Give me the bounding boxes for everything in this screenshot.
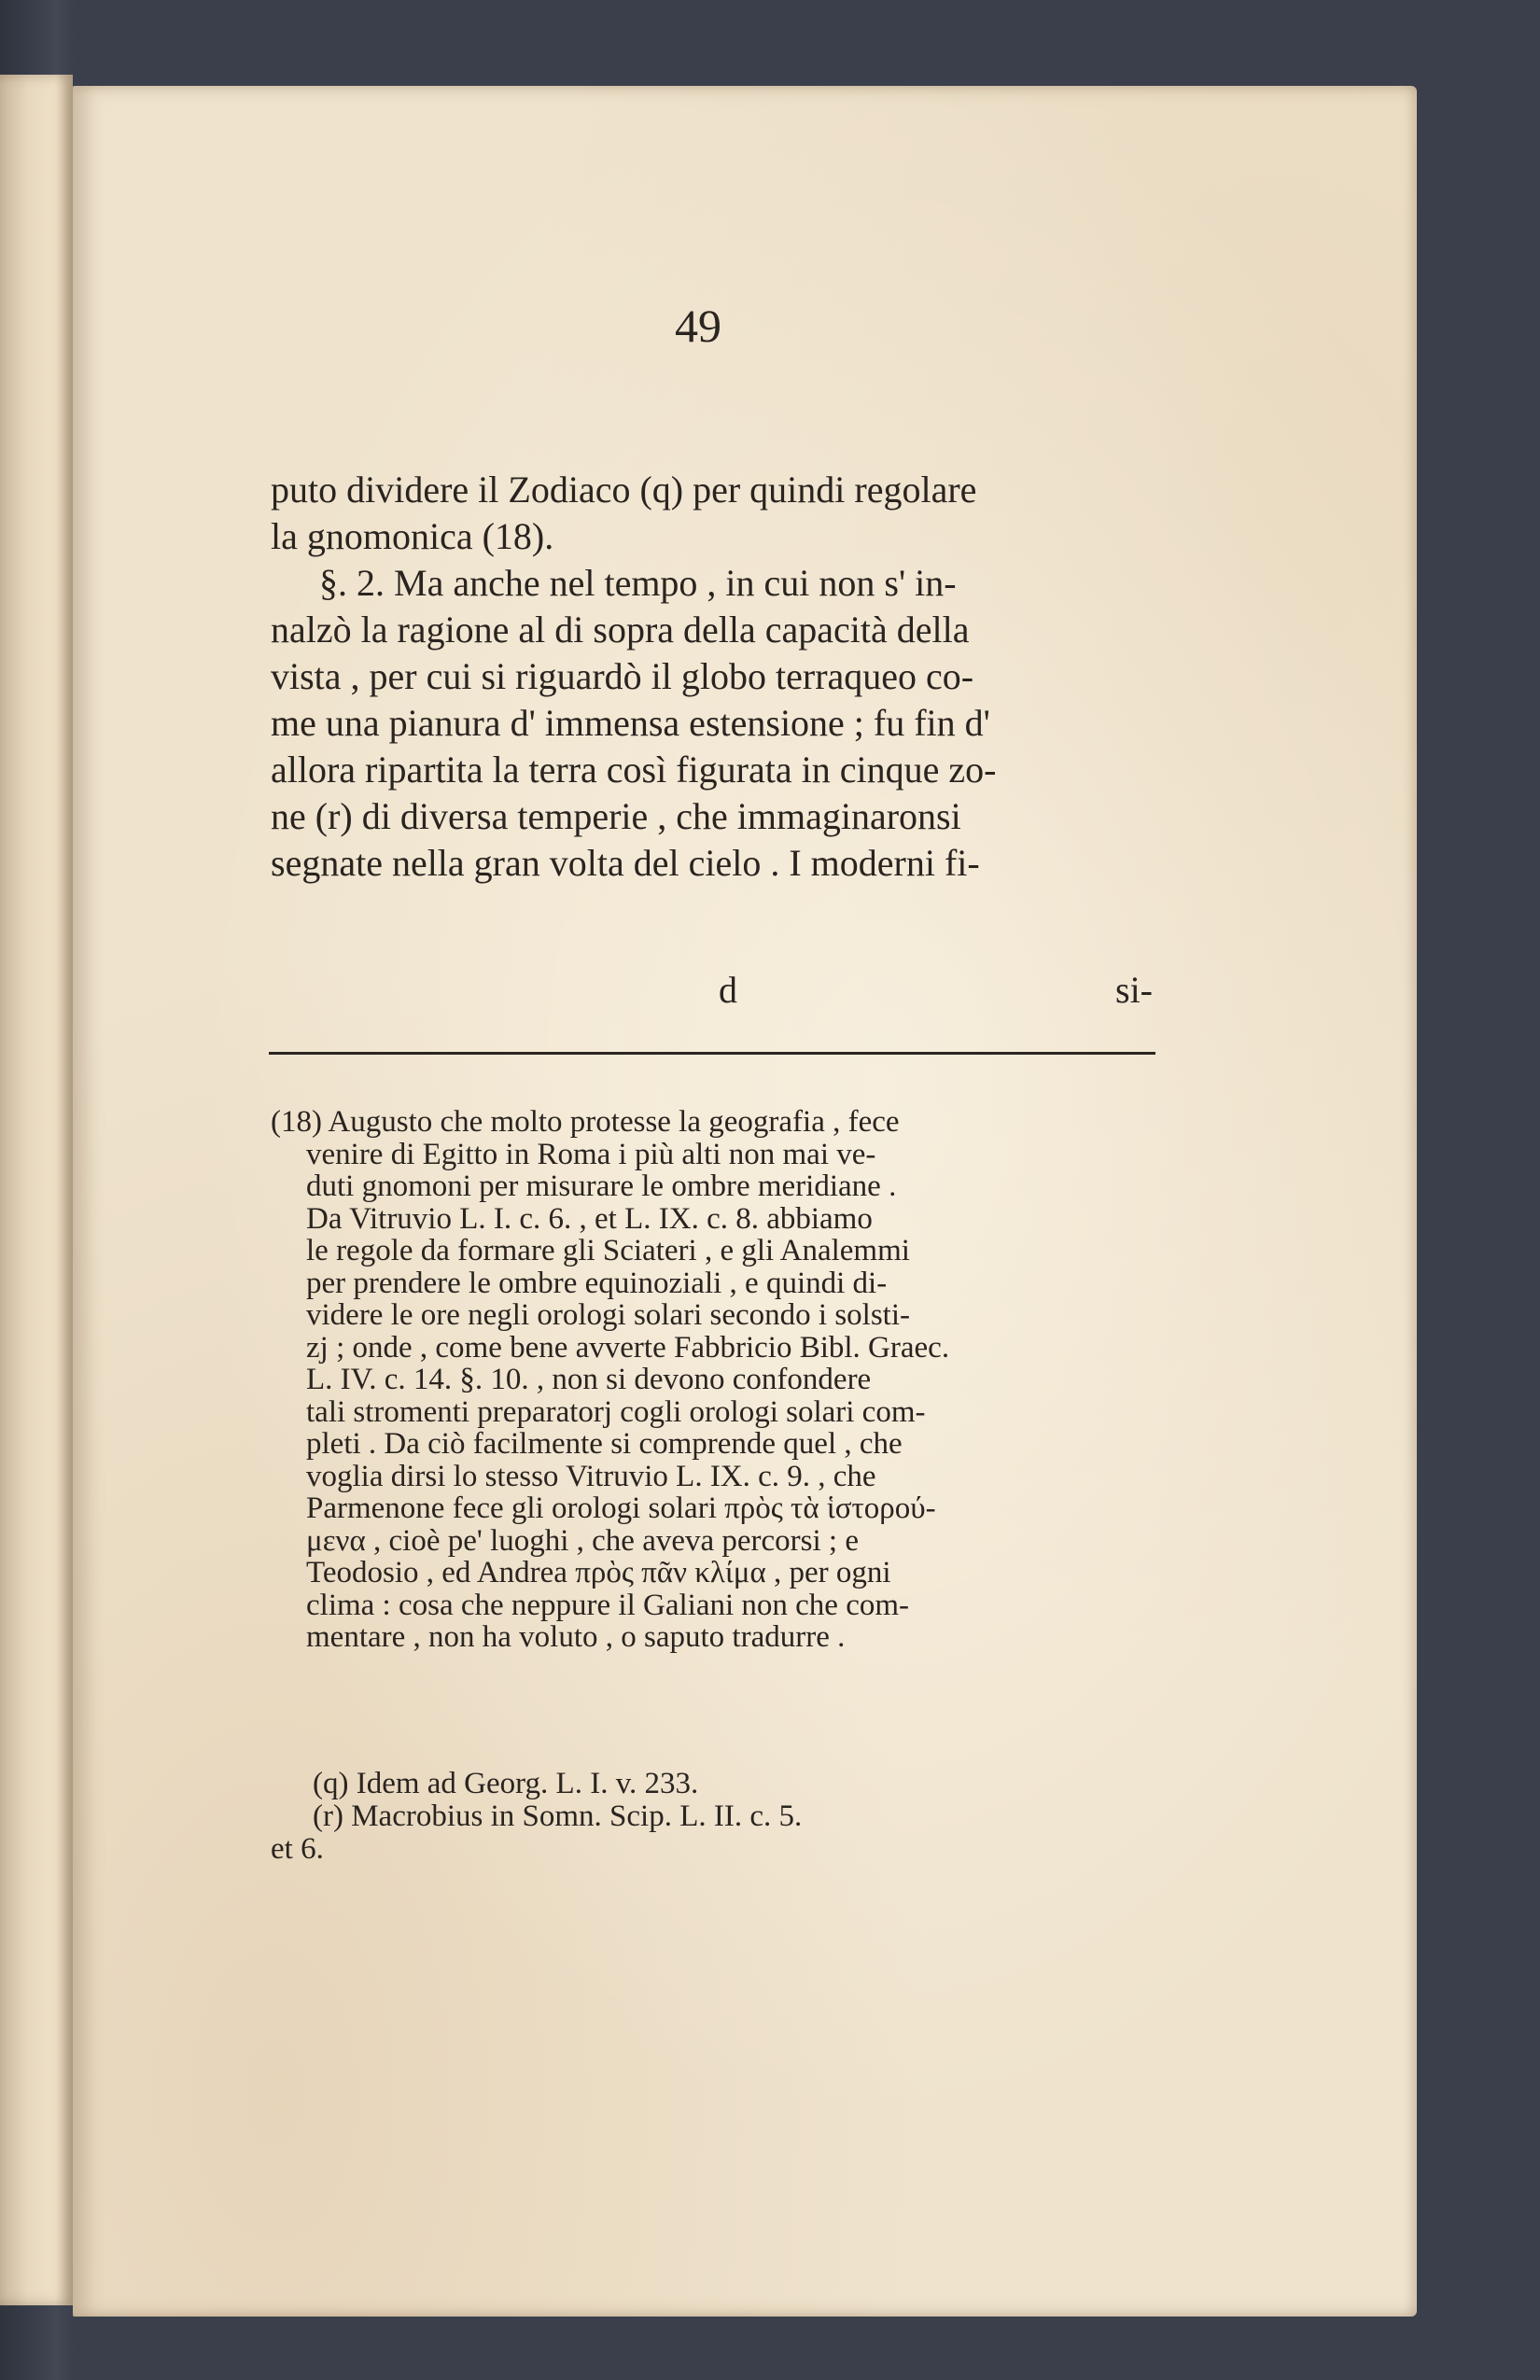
footnote-line-content: tali stromenti preparatorj cogli orologi solari com- — [306, 1394, 926, 1429]
reference-notes — [271, 1768, 1162, 1866]
footnote-rule — [269, 1052, 1155, 1055]
signature-mark: d — [719, 969, 737, 1011]
main-text-line — [271, 467, 1190, 513]
main-text-line-content: la gnomonica (18). — [271, 515, 554, 557]
footnote-line-content: venire di Egitto in Roma i più alti non mai ve- — [306, 1137, 876, 1171]
main-text-line-content: segnate nella gran volta del cielo . I moderni fi- — [271, 842, 980, 884]
footnote-block — [271, 1106, 1162, 1654]
footnote-line — [271, 1170, 1162, 1203]
main-text-line-content: puto dividere il Zodiaco (q) per quindi regolare — [271, 469, 977, 511]
main-text-line — [271, 560, 1190, 607]
signature-line — [271, 968, 1190, 1015]
main-text-line-content: allora ripartita la terra così figurata in cinque zo- — [271, 749, 997, 791]
footnote-line — [271, 1364, 1162, 1396]
footnote-line — [271, 1332, 1162, 1365]
reference-line-r: (r) Macrobius in Somn. Scip. L. II. c. 5. — [313, 1799, 803, 1833]
footnote-line — [271, 1492, 1162, 1525]
main-text-line — [271, 607, 1190, 653]
footnote-line-content: Parmenone fece gli orologi solari πρὸς τὰ ἱστορού- — [306, 1491, 936, 1525]
footnote-line — [271, 1299, 1162, 1332]
footnote-line — [271, 1428, 1162, 1461]
footnote-line-content: Da Vitruvio L. I. c. 6. , et L. IX. c. 8. abbiamo — [306, 1201, 873, 1236]
footnote-line — [271, 1589, 1162, 1622]
footnote-line-content: clima : cosa che neppure il Galiani non che com- — [306, 1588, 909, 1622]
footnote-line-content: videre le ore negli orologi solari secondo i solsti- — [306, 1298, 911, 1332]
footnote-line — [271, 1396, 1162, 1429]
footnote-line — [271, 1461, 1162, 1493]
left-page-edge — [0, 75, 73, 2305]
footnote-line — [271, 1525, 1162, 1558]
main-text-line-content: ne (r) di diversa temperie , che immaginaronsi — [271, 795, 961, 837]
footnote-line-content: zj ; onde , come bene avverte Fabbricio Bibl. Graec. — [306, 1330, 950, 1365]
reference-line-r-continued: et 6. — [271, 1832, 324, 1866]
footnote-line — [271, 1267, 1162, 1300]
footnote-line-content: le regole da formare gli Sciateri , e gli Analemmi — [306, 1234, 910, 1267]
footnote-line-content: duti gnomoni per misurare le ombre meridiane . — [306, 1169, 897, 1203]
footnote-line — [271, 1203, 1162, 1236]
main-text-line — [271, 513, 1190, 560]
book-page — [73, 86, 1417, 2317]
main-text-line — [271, 653, 1190, 700]
footnote-line — [271, 1621, 1162, 1654]
footnote-line — [271, 1139, 1162, 1171]
main-text-line — [271, 747, 1190, 793]
footnote-line — [271, 1235, 1162, 1267]
footnote-line — [271, 1106, 1162, 1139]
main-text-line-content: §. 2. Ma anche nel tempo , in cui non s' in- — [319, 562, 957, 604]
reference-line-q: (q) Idem ad Georg. L. I. v. 233. — [313, 1767, 699, 1800]
footnote-line-content: L. IV. c. 14. §. 10. , non si devono confondere — [306, 1363, 872, 1396]
main-text-line-content: vista , per cui si riguardò il globo terraqueo co- — [271, 655, 974, 697]
footnote-line-content: voglia dirsi lo stesso Vitruvio L. IX. c. 9. , che — [306, 1459, 876, 1493]
catchword: si- — [1115, 969, 1153, 1011]
footnote-line-content: Teodosio , ed Andrea πρὸς πᾶν κλίμα , per ogni — [306, 1556, 891, 1589]
footnote-line-content: pleti . Da ciò facilmente si comprende quel , che — [306, 1427, 903, 1461]
page-number: 49 — [675, 300, 721, 352]
main-text — [271, 467, 1190, 887]
main-text-line-content: me una pianura d' immensa estensione ; fu fin d' — [271, 702, 990, 744]
main-text-line-content: nalzò la ragione al di sopra della capacità della — [271, 609, 970, 651]
main-text-line — [271, 840, 1190, 887]
main-text-line — [271, 700, 1190, 747]
footnote-line-content: per prendere le ombre equinoziali , e quindi di- — [306, 1266, 888, 1300]
footnote-line — [271, 1557, 1162, 1589]
footnote-line-content: (18) Augusto che molto protesse la geografia , fece — [271, 1105, 900, 1139]
footnote-line-content: μενα , cioè pe' luoghi , che aveva percorsi ; e — [306, 1523, 859, 1558]
main-text-line — [271, 793, 1190, 840]
footnote-line-content: mentare , non ha voluto , o saputo tradurre . — [306, 1620, 846, 1654]
